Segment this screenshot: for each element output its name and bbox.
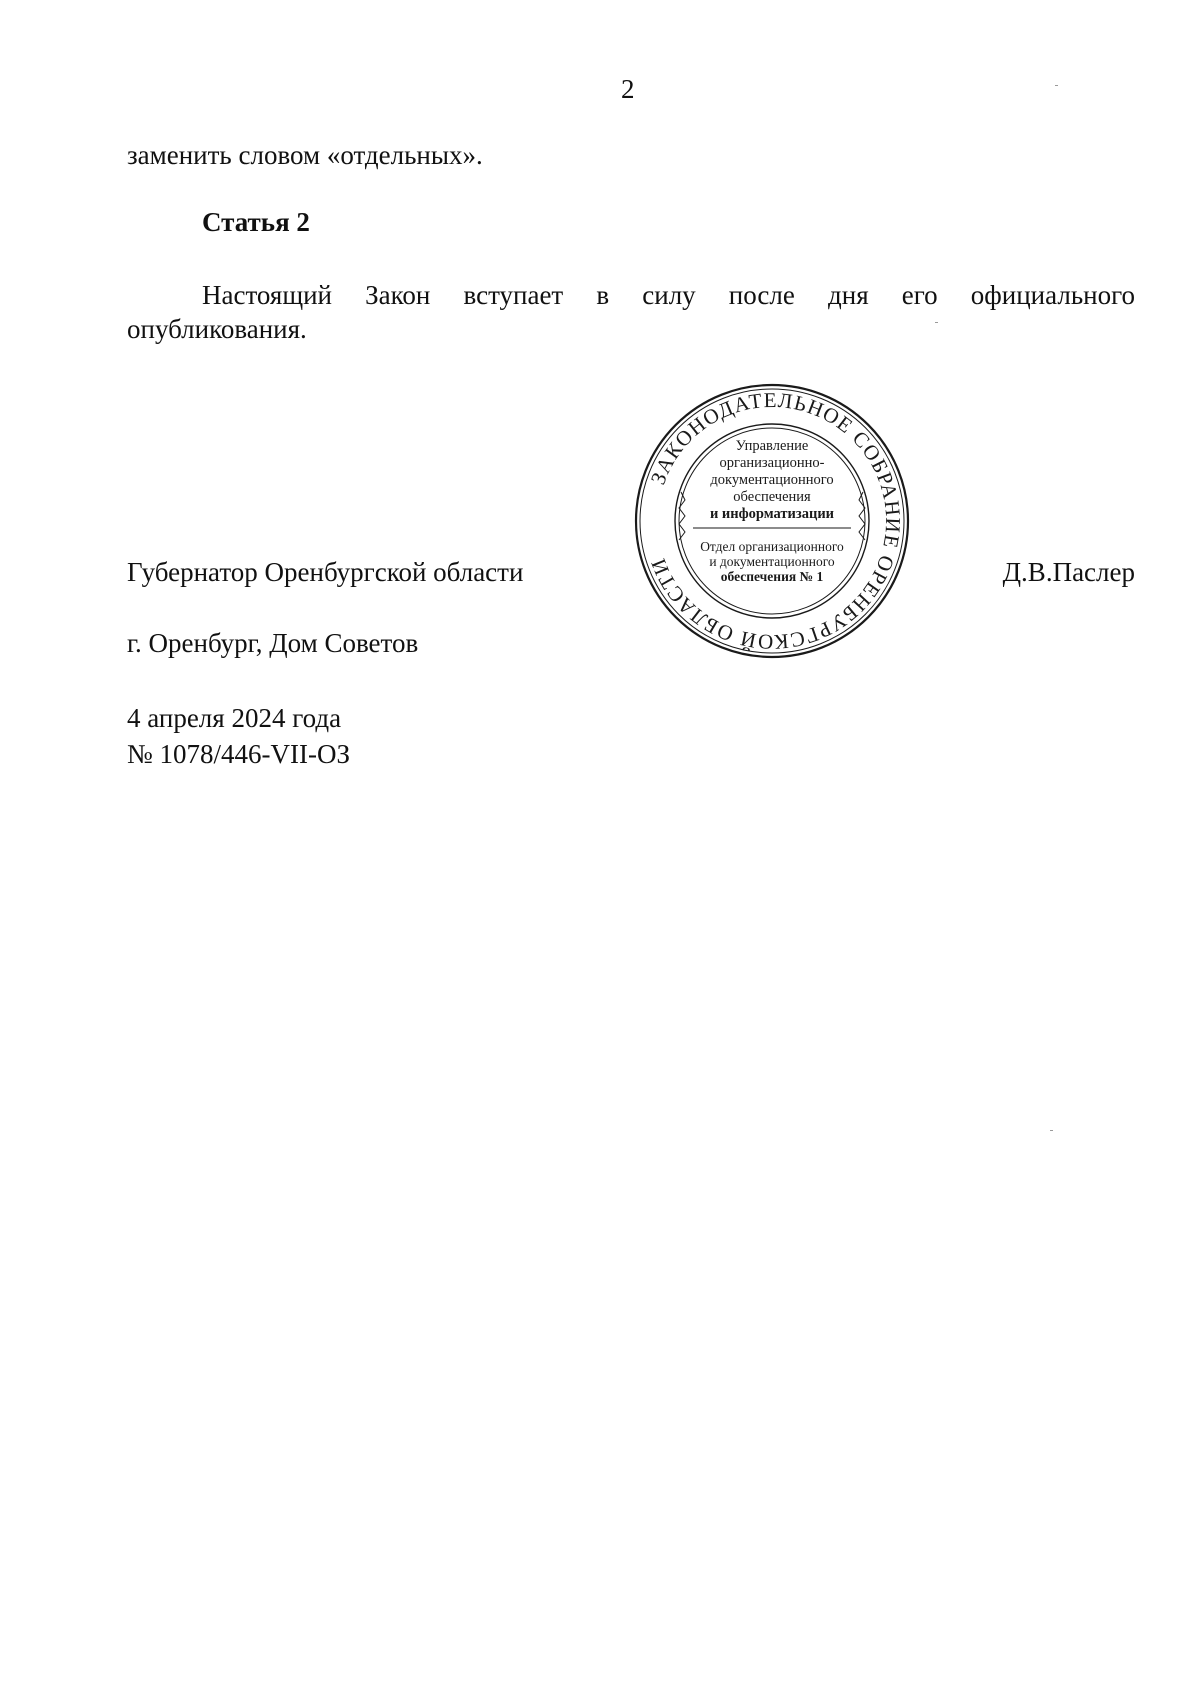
signatory-title: Губернатор Оренбургской области <box>127 557 524 587</box>
seal-center-line: организационно- <box>719 455 825 471</box>
article-heading: Статья 2 <box>202 207 310 237</box>
document-number: № 1078/446-VII-ОЗ <box>127 739 351 769</box>
seal-center-line: и информатизации <box>709 506 835 522</box>
scan-speck <box>935 322 938 323</box>
official-seal-stamp <box>633 382 911 660</box>
signatory-name: Д.В.Паслер <box>1002 557 1135 587</box>
scan-speck <box>1055 85 1058 86</box>
article-text-line-1: Настоящий Закон вступает в силу после дня его официального <box>202 280 1135 310</box>
seal-center-line: Управление <box>735 438 809 454</box>
scan-speck <box>1050 1130 1053 1131</box>
article-text-line-2: опубликования. <box>127 314 307 344</box>
seal-bottom-line: Отдел организационного <box>700 539 844 554</box>
seal-bottom-line: и документационного <box>709 554 835 569</box>
document-date: 4 апреля 2024 года <box>127 703 342 733</box>
seal-bottom-line: обеспечения № 1 <box>720 569 824 584</box>
seal-center-line: обеспечения <box>733 489 811 505</box>
article-paragraph <box>127 278 1135 346</box>
paragraph-continuation: заменить словом «отдельных». <box>127 140 483 170</box>
place-of-signing: г. Оренбург, Дом Советов <box>127 628 419 658</box>
seal-ring-text: ЗАКОНОДАТЕЛЬНОЕ СОБРАНИЕ ОРЕНБУРГСКОЙ ОБЛАСТИ <box>645 387 906 655</box>
seal-center-line: документационного <box>710 472 834 488</box>
page-number: 2 <box>621 74 635 104</box>
